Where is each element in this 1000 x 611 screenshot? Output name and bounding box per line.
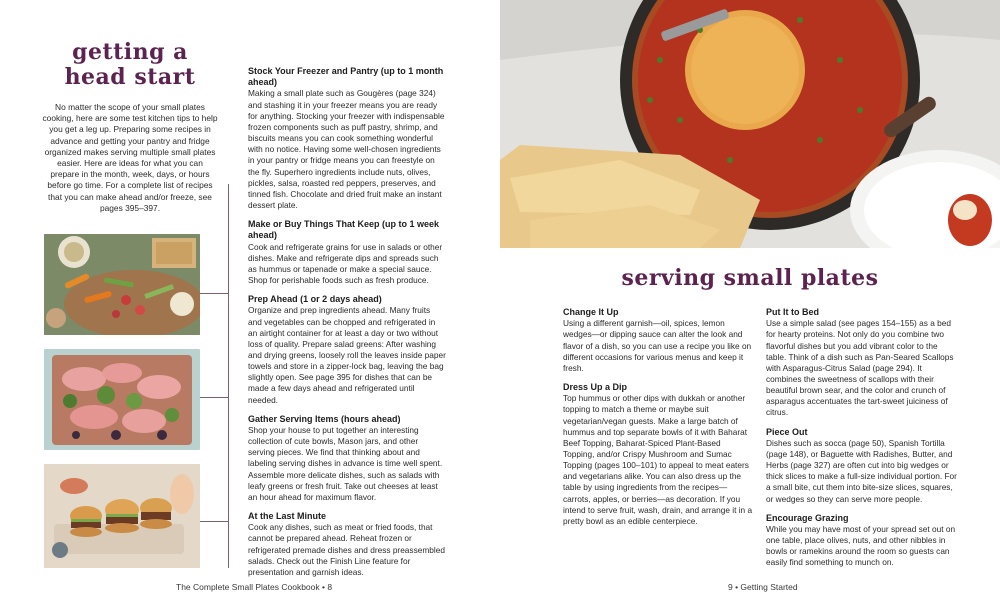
baked-cheese-dip-skillet-photo [500, 0, 1000, 248]
section-heading: Put It to Bed [766, 307, 819, 317]
timeline-section [248, 66, 446, 211]
timeline-section [248, 414, 446, 503]
tips-column-1 [563, 307, 753, 535]
page-footer-left: The Complete Small Plates Cookbook • 8 [176, 582, 333, 592]
section-title-serving-small-plates: serving small plates [621, 265, 879, 291]
timeline-connector-3 [200, 521, 228, 522]
crudites-and-crackers-photo [44, 234, 200, 335]
section-heading: Prep Ahead (1 or 2 days ahead) [248, 294, 382, 305]
section-heading: At the Last Minute [248, 511, 326, 522]
section-heading: Stock Your Freezer and Pantry (up to 1 month ahead) [248, 66, 444, 88]
tip-section [766, 427, 958, 505]
section-body: Using a different garnish—oil, spices, lemon wedges—or dipping sauce can alter the look and flavor of a dish, so you can use a recipe you like on different occasions for various menus and keep it fresh. [563, 318, 752, 373]
section-heading: Dress Up a Dip [563, 381, 628, 392]
section-title-getting-a-head-start [60, 40, 200, 90]
tips-column-2 [766, 307, 958, 577]
timeline-section [248, 294, 446, 406]
right-page [500, 0, 1000, 611]
make-ahead-timeline-column [248, 66, 446, 586]
timeline-section [248, 219, 446, 286]
timeline-connector-1 [200, 293, 228, 294]
section-body: Shop your house to put together an interesting collection of cute bowls, Mason jars, and other serving pieces. We find that thinking about and labeling serving dishes in advance is time well spent. Assemble more delicate dishes, such as salads with leafy greens or fresh fruit. Take out cheeses at least an hour ahead for maximum flavor. [248, 424, 443, 502]
section-heading: Encourage Grazing [766, 512, 849, 523]
tip-section [563, 307, 753, 374]
intro-paragraph: No matter the scope of your small plates cooking, here are some test kitchen tips to help you get a leg up. Preparing some recipes in advance and getting your pantry and fridge organized makes serving multiple small plates easier. Here are ideas for what you can prepare in the month, week, days, or hours before go time. For a complete list of recipes that you can make ahead and/or freeze, see pages 395–397. [42, 102, 218, 213]
timeline-rule [228, 184, 229, 568]
section-body: Dishes such as socca (page 50), Spanish Tortilla (page 148), or Baguette with Radishes, Butter, and Herbs (page 327) are often cut into big wedges or thick slices to make a full-size individual portion. For a small bite, cut them into bite-size slices, squares, or wedges so they can serve more people. [766, 437, 957, 504]
title-line-1: getting a [72, 39, 188, 65]
tip-section [766, 513, 958, 569]
section-body: Use a simple salad (see pages 154–155) as a bed for hearty proteins. Not only do you combine two flavorful dishes but you add vibrant color to the table. Think of a dish such as Pan-Seared Scallops with Asparagus-Citrus Salad (page 294). It combines the sweetness of scallops with their beautiful brown sear, and the color and crunch of asparagus accentuates the tart-sweet juiciness of citrus. [766, 318, 954, 418]
section-heading: Change It Up [563, 307, 619, 317]
cured-meats-and-greens-photo [44, 349, 200, 450]
timeline-section [248, 511, 446, 578]
section-heading: Make or Buy Things That Keep (up to 1 week ahead) [248, 219, 440, 241]
timeline-connector-2 [200, 397, 228, 398]
title-line-2: head start [64, 64, 196, 90]
sliders-photo [44, 464, 200, 568]
section-body: Top hummus or other dips with dukkah or another topping to match a theme or maybe suit vegetarian/vegan guests. Make a large batch of hummus and top separate bowls of it with Baharat Beef Topping, Baharat-Spiced Plant-Based Topping, and/or Crispy Mushroom and Sumac Topping (pages 100–101) to appeal to meat eaters and vegetarians alike. You can also dress up the table by using ingredients from the recipes—carrots, apples, or berries—as decoration. If you intend to serve fruit, wash, drain, and arrange it in a pretty bowl as an edible centerpiece. [563, 393, 753, 526]
section-body: Organize and prep ingredients ahead. Many fruits and vegetables can be chopped and refrigerated in an airtight container for at least a day or two without loss of quality. Prepare salad greens: After washing and drying greens, loosely roll the leaves inside paper towels and store in a zipper-lock bag, leaving the bag slightly open. See page 395 for dishes that can be made a few days ahead and refrigerated until needed. [248, 305, 446, 405]
section-body: Cook and refrigerate grains for use in salads or other dishes. Make and refrigerate dips and spreads such as hummus or tapenade or make a special sauce. Shop for perishable foods such as fresh produce. [248, 241, 443, 285]
section-body: Cook any dishes, such as meat or fried foods, that cannot be prepared ahead. Reheat frozen or refrigerated premade dishes and dress preassembled salads. Check out the Finish Line feature for presentation and garnish ideas. [248, 522, 445, 577]
tip-section [766, 307, 958, 419]
section-heading: Gather Serving Items (hours ahead) [248, 413, 401, 424]
tip-section [563, 382, 753, 527]
page-footer-right: 9 • Getting Started [728, 582, 798, 592]
section-heading: Piece Out [766, 426, 808, 437]
section-body: Making a small plate such as Gougères (page 324) and stashing it in your freezer means you are ready for anything. Stocking your freezer with indispensable frozen components such as puff pastry, shrimp, and biscuits means you can cook something wonderful with no notice. Having some well-chosen ingredients in your pantry or fridge means you can freestyle on the fly. Superhero ingredients include nuts, olives, pickles, salsa, roasted red peppers, preserves, and tinned fish. Chocolate and dried fruit make an instant dessert plate. [248, 88, 445, 210]
section-body: While you may have most of your spread set out on one table, place olives, nuts, and other nibbles in bowls or ramekins around the room so guests can easily find something to munch on. [766, 523, 956, 568]
